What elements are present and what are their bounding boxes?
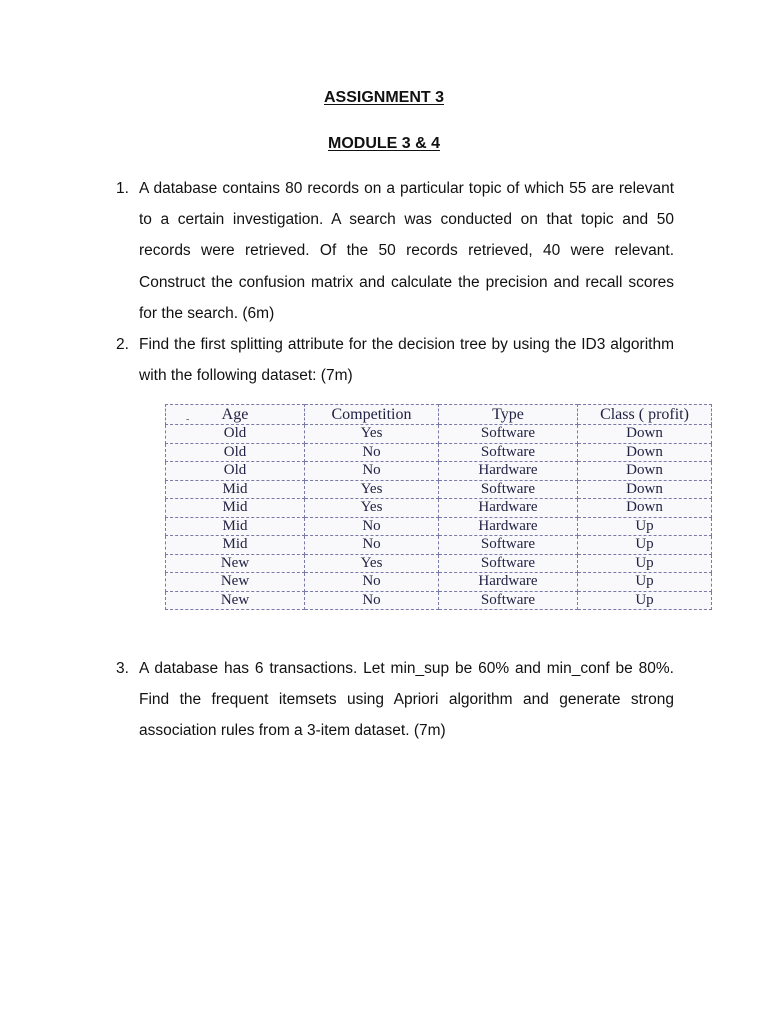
question-number: 1. (116, 180, 129, 197)
table-cell: Software (439, 554, 578, 573)
table-cell: Software (439, 480, 578, 499)
question-text: A database has 6 transactions. Let min_sup be 60% and min_conf be 80%. Find the frequent itemsets using Apriori algorithm and generate strong association rules from a 3-item dataset. (7m) (139, 660, 674, 740)
table-cell: Up (578, 536, 712, 555)
table-cell: Hardware (439, 462, 578, 481)
table-row (166, 554, 712, 573)
table-row (166, 536, 712, 555)
table-cell: Software (439, 443, 578, 462)
question-1 (116, 173, 674, 329)
table-cell: Mid (166, 517, 305, 536)
table-cell: New (166, 554, 305, 573)
table-row (166, 517, 712, 536)
table-cell: Yes (305, 425, 439, 444)
table-cell: Up (578, 591, 712, 610)
table-cell: Mid (166, 536, 305, 555)
table-cell: Old (166, 443, 305, 462)
table-cell: Down (578, 425, 712, 444)
question-3 (116, 653, 674, 747)
table-cell: Yes (305, 554, 439, 573)
table-cell: No (305, 443, 439, 462)
table-row (166, 443, 712, 462)
table-cell: No (305, 591, 439, 610)
table-cell: Old (166, 462, 305, 481)
dataset-table (165, 404, 712, 610)
table-cell: Software (439, 536, 578, 555)
header-age: - Age (166, 405, 305, 425)
table-cell: Mid (166, 499, 305, 518)
table-cell: Down (578, 480, 712, 499)
table-cell: Down (578, 443, 712, 462)
table-cell: Down (578, 462, 712, 481)
table-row (166, 425, 712, 444)
table-cell: Software (439, 591, 578, 610)
table-cell: Old (166, 425, 305, 444)
table-header-row (166, 405, 712, 425)
question-2 (116, 329, 674, 391)
table-row (166, 499, 712, 518)
question-text: A database contains 80 records on a particular topic of which 55 are relevant to a certain investigation. A search was conducted on that topic and 50 records were retrieved. Of the 50 records retrieved, 40 were relevant. Construct the confusion matrix and calculate the precision and recall scores for the search. (6m) (139, 180, 674, 322)
module-subtitle: MODULE 3 & 4 (327, 135, 440, 152)
table-cell: New (166, 591, 305, 610)
table-cell: No (305, 462, 439, 481)
question-number: 2. (116, 336, 129, 353)
table-cell: Mid (166, 480, 305, 499)
table-row (166, 462, 712, 481)
table-cell: No (305, 573, 439, 592)
question-text: Find the first splitting attribute for the decision tree by using the ID3 algorithm with the following dataset: (7m) (139, 336, 674, 385)
header-type: Type (439, 405, 578, 425)
table-cell: No (305, 536, 439, 555)
table-row (166, 480, 712, 499)
table-cell: Down (578, 499, 712, 518)
table-cell: Hardware (439, 517, 578, 536)
header-class: Class ( profit) (578, 405, 712, 425)
question-number: 3. (116, 660, 129, 677)
table-cell: Yes (305, 499, 439, 518)
table-row (166, 591, 712, 610)
table-cell: Up (578, 517, 712, 536)
table-body (166, 425, 712, 610)
table-cell: Hardware (439, 573, 578, 592)
table-row (166, 573, 712, 592)
assignment-title: ASSIGNMENT 3 (323, 89, 444, 106)
table-cell: New (166, 573, 305, 592)
table-cell: No (305, 517, 439, 536)
table-cell: Up (578, 554, 712, 573)
table-cell: Yes (305, 480, 439, 499)
header-competition: Competition (305, 405, 439, 425)
table-cell: Hardware (439, 499, 578, 518)
table-cell: Software (439, 425, 578, 444)
table-cell: Up (578, 573, 712, 592)
